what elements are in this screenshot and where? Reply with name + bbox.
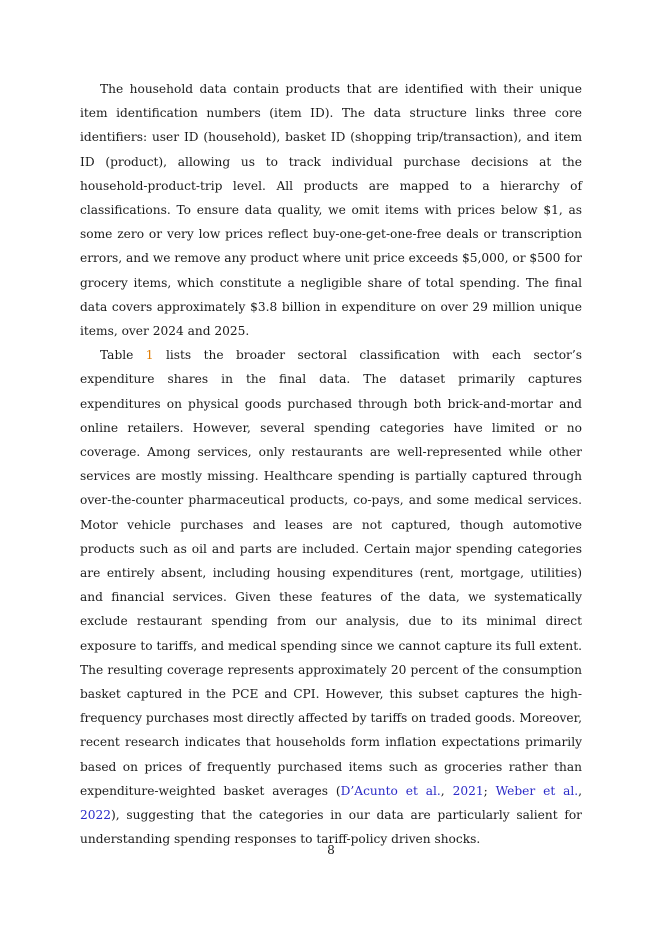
paragraph-sectoral-classification <box>80 343 582 851</box>
page-number: 8 <box>327 843 335 857</box>
citation-separator: ; <box>483 783 496 798</box>
citation-separator: , <box>578 783 583 798</box>
citation-link-weber-authors[interactable]: Weber et al. <box>495 783 579 798</box>
paragraph-household-data: The household data contain products that are identified with their unique item identification numbers (item ID). The data structure links three core identifiers: user ID (household), basket ID (shopping trip/transaction), and item ID (product), allowing us to track individual purchase decisions at the household-product-trip level. All products are mapped to a hierarchy of classifications. To ensure data quality, we omit items with prices below $1, as some zero or very low prices reflect buy-one-get-one-free deals or transcription errors, and we remove any product where unit price exceeds $5,000, or $500 for grocery items, which constitute a negligible share of total spending. The final data covers approximately $3.8 billion in expenditure on over 29 million unique items, over 2024 and 2025. <box>80 82 582 339</box>
paper-body <box>80 77 582 852</box>
paragraph-text: lists the broader sectoral classification with each sector’s expenditure shares in the final data. The dataset primarily captures expenditures on physical goods purchased through both brick-and-mortar and online retailers. However, several spending categories have limited or no coverage. Among services, only restaurants are well-represented while other services are mostly missing. Healthcare spending is partially captured through over-the-counter pharmaceutical products, co-pays, and some medical services. Motor vehicle purchases and leases are not captured, though automotive products such as oil and parts are included. Certain major spending categories are entirely absent, including housing expenditures (rent, mortgage, utilities) and financial services. Given these features of the data, we systematically exclude restaurant spending from our analysis, due to its minimal direct exposure to tariffs, and medical spending since we cannot capture its full extent. The resulting coverage represents approximately 20 percent of the consumption basket captured in the PCE and CPI. However, this subset captures the high-frequency purchases most directly affected by tariffs on traded goods. Moreover, recent research indicates that households form inflation expectations primarily based on prices of frequently purchased items such as groceries rather than expenditure-weighted basket averages ( <box>80 348 583 798</box>
citation-separator: , <box>440 783 453 798</box>
citation-link-weber-year[interactable]: 2022 <box>80 808 112 823</box>
table-reference-link[interactable]: 1 <box>145 348 154 363</box>
paragraph-text: Table <box>100 348 146 363</box>
citation-link-dacunto-year[interactable]: 2021 <box>452 783 484 798</box>
paragraph-text: ), suggesting that the categories in our data are particularly salient for understanding spending responses to tariff-policy driven shocks. <box>80 808 582 847</box>
citation-link-dacunto-authors[interactable]: D’Acunto et al. <box>340 783 441 798</box>
